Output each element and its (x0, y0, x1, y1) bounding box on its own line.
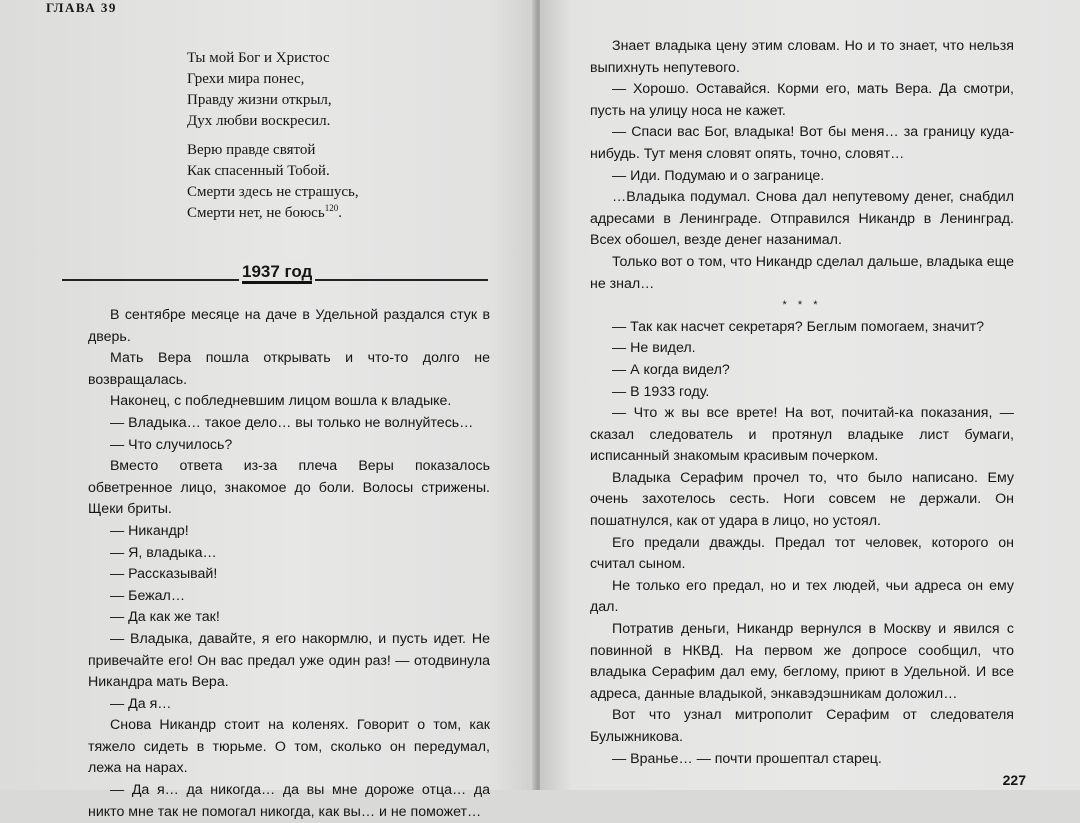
paragraph: …Владыка подумал. Снова дал непутевому денег, снабдил адресами в Ленинграде. Отправился Никандр в Ленинград. Всех обошел, везде денег назанимал. (590, 189, 1014, 249)
paragraph: Только вот о том, что Никандр сделал дальше, владыка еще не знал… (590, 253, 1014, 292)
paragraph: — Владыка… такое дело… вы только не волнуйтесь… (110, 414, 474, 431)
poem-line: Как спасенный Тобой. (187, 163, 330, 179)
page-number: 227 (1002, 772, 1026, 788)
paragraph: — Я, владыка… (110, 544, 217, 561)
paragraph: — Да как же так! (110, 609, 220, 626)
poem-line: Грехи мира понес, (187, 71, 305, 87)
left-body-text (88, 305, 490, 823)
poem-line: Смерти нет, не боюсь (187, 205, 325, 221)
paragraph: — Спаси вас Бог, владыка! Вот бы меня… за границу куда-нибудь. Тут меня словят опять, точно, словят… (590, 124, 1014, 162)
paragraph: — Что ж вы все врете! На вот, почитай-ка показания, — сказал следователь и протянул владыке лист бумаги, исписанный знакомым красивым почерком. (590, 405, 1014, 465)
poem-stanza (187, 140, 359, 224)
footnote-mark: 120 (324, 203, 339, 213)
left-page (0, 0, 536, 820)
poem-line: Дух любви воскресил. (187, 113, 331, 129)
paragraph: — Вранье… — почти прошептал старец. (612, 750, 882, 767)
paragraph: Наконец, с побледневшим лицом вошла к владыке. (110, 393, 452, 410)
paragraph: Вместо ответа из-за плеча Веры показалось обветренное лицо, знакомое до боли. Волосы стрижены. Щеки бриты. (88, 458, 490, 518)
paragraph: Потратив деньги, Никандр вернулся в Москву и явился с повинной в НКВД. На первом же допросе сообщил, что владыка Серафим дал ему, беглому, приют в Удельной. И все адреса, данные владыкой, энкавэдэшникам доложил… (590, 621, 1014, 702)
paragraph: — Иди. Подумаю и о загранице. (612, 167, 825, 184)
paragraph: — Бежал… (110, 587, 186, 604)
paragraph: — Рассказывай! (110, 566, 218, 583)
paragraph: Знает владыка цену этим словам. Но и то знает, что нельзя выпихнуть непутевого. (590, 38, 1014, 76)
paragraph: — Что случилось? (110, 436, 233, 453)
paragraph: — Не видел. (612, 340, 696, 357)
paragraph: В сентябре месяце на даче в Удельной раздался стук в дверь. (88, 307, 490, 345)
poem-stanza (187, 48, 359, 132)
section-title-text: 1937 год (242, 262, 312, 284)
paragraph: — Хорошо. Оставайся. Корми его, мать Вера. Да смотри, пусть на улицу носа не кажет. (590, 81, 1014, 119)
poem-line: Верю правде святой (187, 142, 316, 158)
paragraph: Владыка Серафим прочел то, что было написано. Ему очень захотелось сесть. Ноги совсем не держали. Он пошатнулся, как от удара в лицо, но устоял. (590, 469, 1014, 530)
poem-line: Ты мой Бог и Христос (187, 50, 330, 66)
right-body-text (590, 36, 1014, 770)
paragraph: — Так как насчет секретаря? Беглым помогаем, значит? (612, 318, 984, 335)
paragraph: — Да я… (110, 695, 172, 712)
right-page (540, 0, 1080, 790)
paragraph: — Да я… да никогда… да вы мне дороже отца… да никто мне так не помогал никогда, как вы… и не поможет… (88, 782, 490, 820)
paragraph: Снова Никандр стоит на коленях. Говорит о том, как тяжело сидеть в тюрьме. О том, сколько он передумал, лежа на нарах. (88, 717, 490, 777)
poem-line: Смерти здесь не страшусь, (187, 184, 359, 200)
paragraph: — Никандр! (110, 522, 189, 539)
section-title (239, 261, 315, 283)
paragraph: — А когда видел? (612, 361, 730, 378)
paragraph: Мать Вера пошла открывать и что-то долго не возвращалась. (88, 350, 490, 388)
paragraph: Не только его предал, но и тех людей, чьи адреса он ему дал. (590, 577, 1014, 616)
poem (187, 48, 359, 224)
running-head: ГЛАВА 39 (46, 0, 117, 15)
paragraph: Вот что узнал митрополит Серафим от следователя Булыжникова. (590, 707, 1014, 745)
section-break: * * * (782, 299, 822, 312)
paragraph: Его предали дважды. Предал тот человек, которого он считал сыном. (590, 534, 1014, 573)
poem-line: Правду жизни открыл, (187, 92, 332, 108)
paragraph: — В 1933 году. (612, 383, 710, 400)
poem-line-last: Смерти нет, не боюсь$^{120}$. (187, 203, 342, 221)
paragraph: — Владыка, давайте, я его накормлю, и пусть идет. Не привечайте его! Он вас предал уже один раз! — отодвинула Никандра мать Вера. (88, 630, 490, 691)
